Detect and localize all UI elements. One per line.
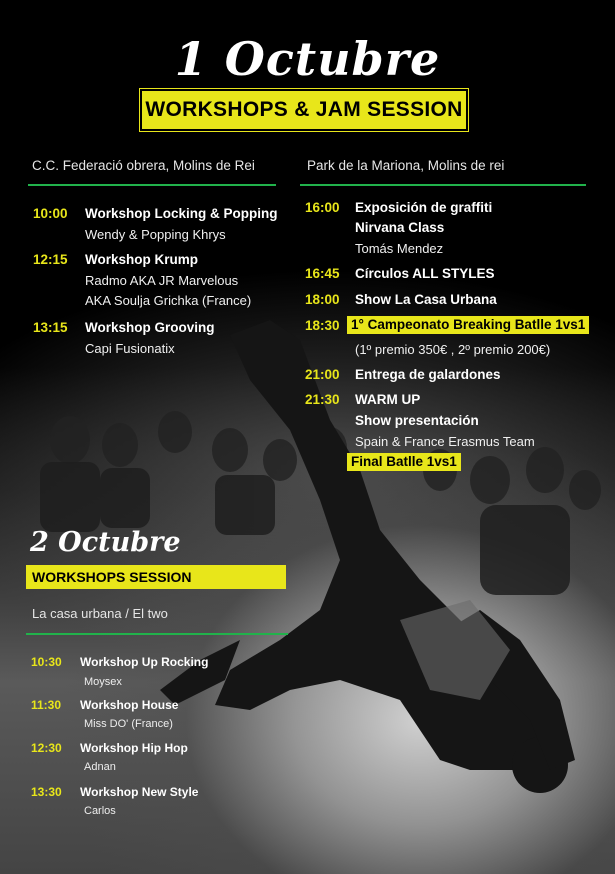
item-event: Workshop House bbox=[80, 698, 179, 712]
item-time: 11:30 bbox=[31, 698, 62, 712]
item-time: 13:15 bbox=[33, 320, 68, 335]
item-sub: Capi Fusionatix bbox=[85, 341, 175, 356]
item-event: Show La Casa Urbana bbox=[355, 292, 497, 307]
item-time: 12:30 bbox=[31, 741, 62, 755]
item-event: WARM UP bbox=[355, 392, 421, 407]
item-time: 21:30 bbox=[305, 392, 340, 407]
day1-banner: WORKSHOPS & JAM SESSION bbox=[140, 89, 468, 131]
item-event-line2: Show presentación bbox=[355, 413, 479, 428]
item-event-line2: Nirvana Class bbox=[355, 220, 445, 235]
item-event: Workshop Locking & Popping bbox=[85, 206, 278, 221]
item-time: 16:45 bbox=[305, 266, 340, 281]
item-time: 16:00 bbox=[305, 200, 340, 215]
item-event: Workshop Hip Hop bbox=[80, 741, 188, 755]
item-event: Workshop Up Rocking bbox=[80, 655, 209, 669]
item-time: 12:15 bbox=[33, 252, 68, 267]
item-sub: Miss DO' (France) bbox=[84, 718, 173, 730]
item-sub: Carlos bbox=[84, 805, 116, 817]
item-time: 10:00 bbox=[33, 206, 68, 221]
item-sub: Moysex bbox=[84, 676, 122, 688]
day1-title: 1 Octubre bbox=[174, 32, 441, 86]
day2-title: 2 Octubre bbox=[30, 527, 181, 558]
item-sub: Radmo AKA JR Marvelous bbox=[85, 273, 239, 288]
championship-highlight: 1° Campeonato Breaking Batlle 1vs1 bbox=[347, 316, 589, 334]
divider-line bbox=[28, 184, 276, 186]
item-event: Exposición de graffiti bbox=[355, 200, 493, 215]
item-time: 13:30 bbox=[31, 785, 62, 799]
divider-line bbox=[300, 184, 586, 186]
item-time: 18:30 bbox=[305, 318, 340, 333]
item-time: 21:00 bbox=[305, 367, 340, 382]
item-event: Workshop New Style bbox=[80, 785, 199, 799]
final-highlight: Final Batlle 1vs1 bbox=[347, 453, 461, 471]
item-time: 10:30 bbox=[31, 655, 62, 669]
item-event: Círculos ALL STYLES bbox=[355, 266, 495, 281]
item-sub: (1º premio 350€ , 2º premio 200€) bbox=[355, 342, 551, 357]
item-event: Workshop Krump bbox=[85, 252, 199, 267]
day1-left-venue: C.C. Federació obrera, Molins de Rei bbox=[32, 158, 255, 173]
item-sub: Adnan bbox=[84, 761, 116, 773]
day1-right-venue: Park de la Mariona, Molins de rei bbox=[307, 158, 505, 173]
item-sub: Tomás Mendez bbox=[355, 241, 444, 256]
item-event: Workshop Grooving bbox=[85, 320, 215, 335]
item-time: 18:00 bbox=[305, 292, 340, 307]
day2-venue: La casa urbana / El two bbox=[32, 606, 168, 621]
divider-line bbox=[26, 633, 288, 635]
item-event: Entrega de galardones bbox=[355, 367, 501, 382]
day2-banner: WORKSHOPS SESSION bbox=[26, 565, 286, 589]
item-sub: Spain & France Erasmus Team bbox=[355, 434, 535, 449]
item-sub: Wendy & Popping Khrys bbox=[85, 227, 226, 242]
item-sub: AKA Soulja Grichka (France) bbox=[85, 293, 252, 308]
